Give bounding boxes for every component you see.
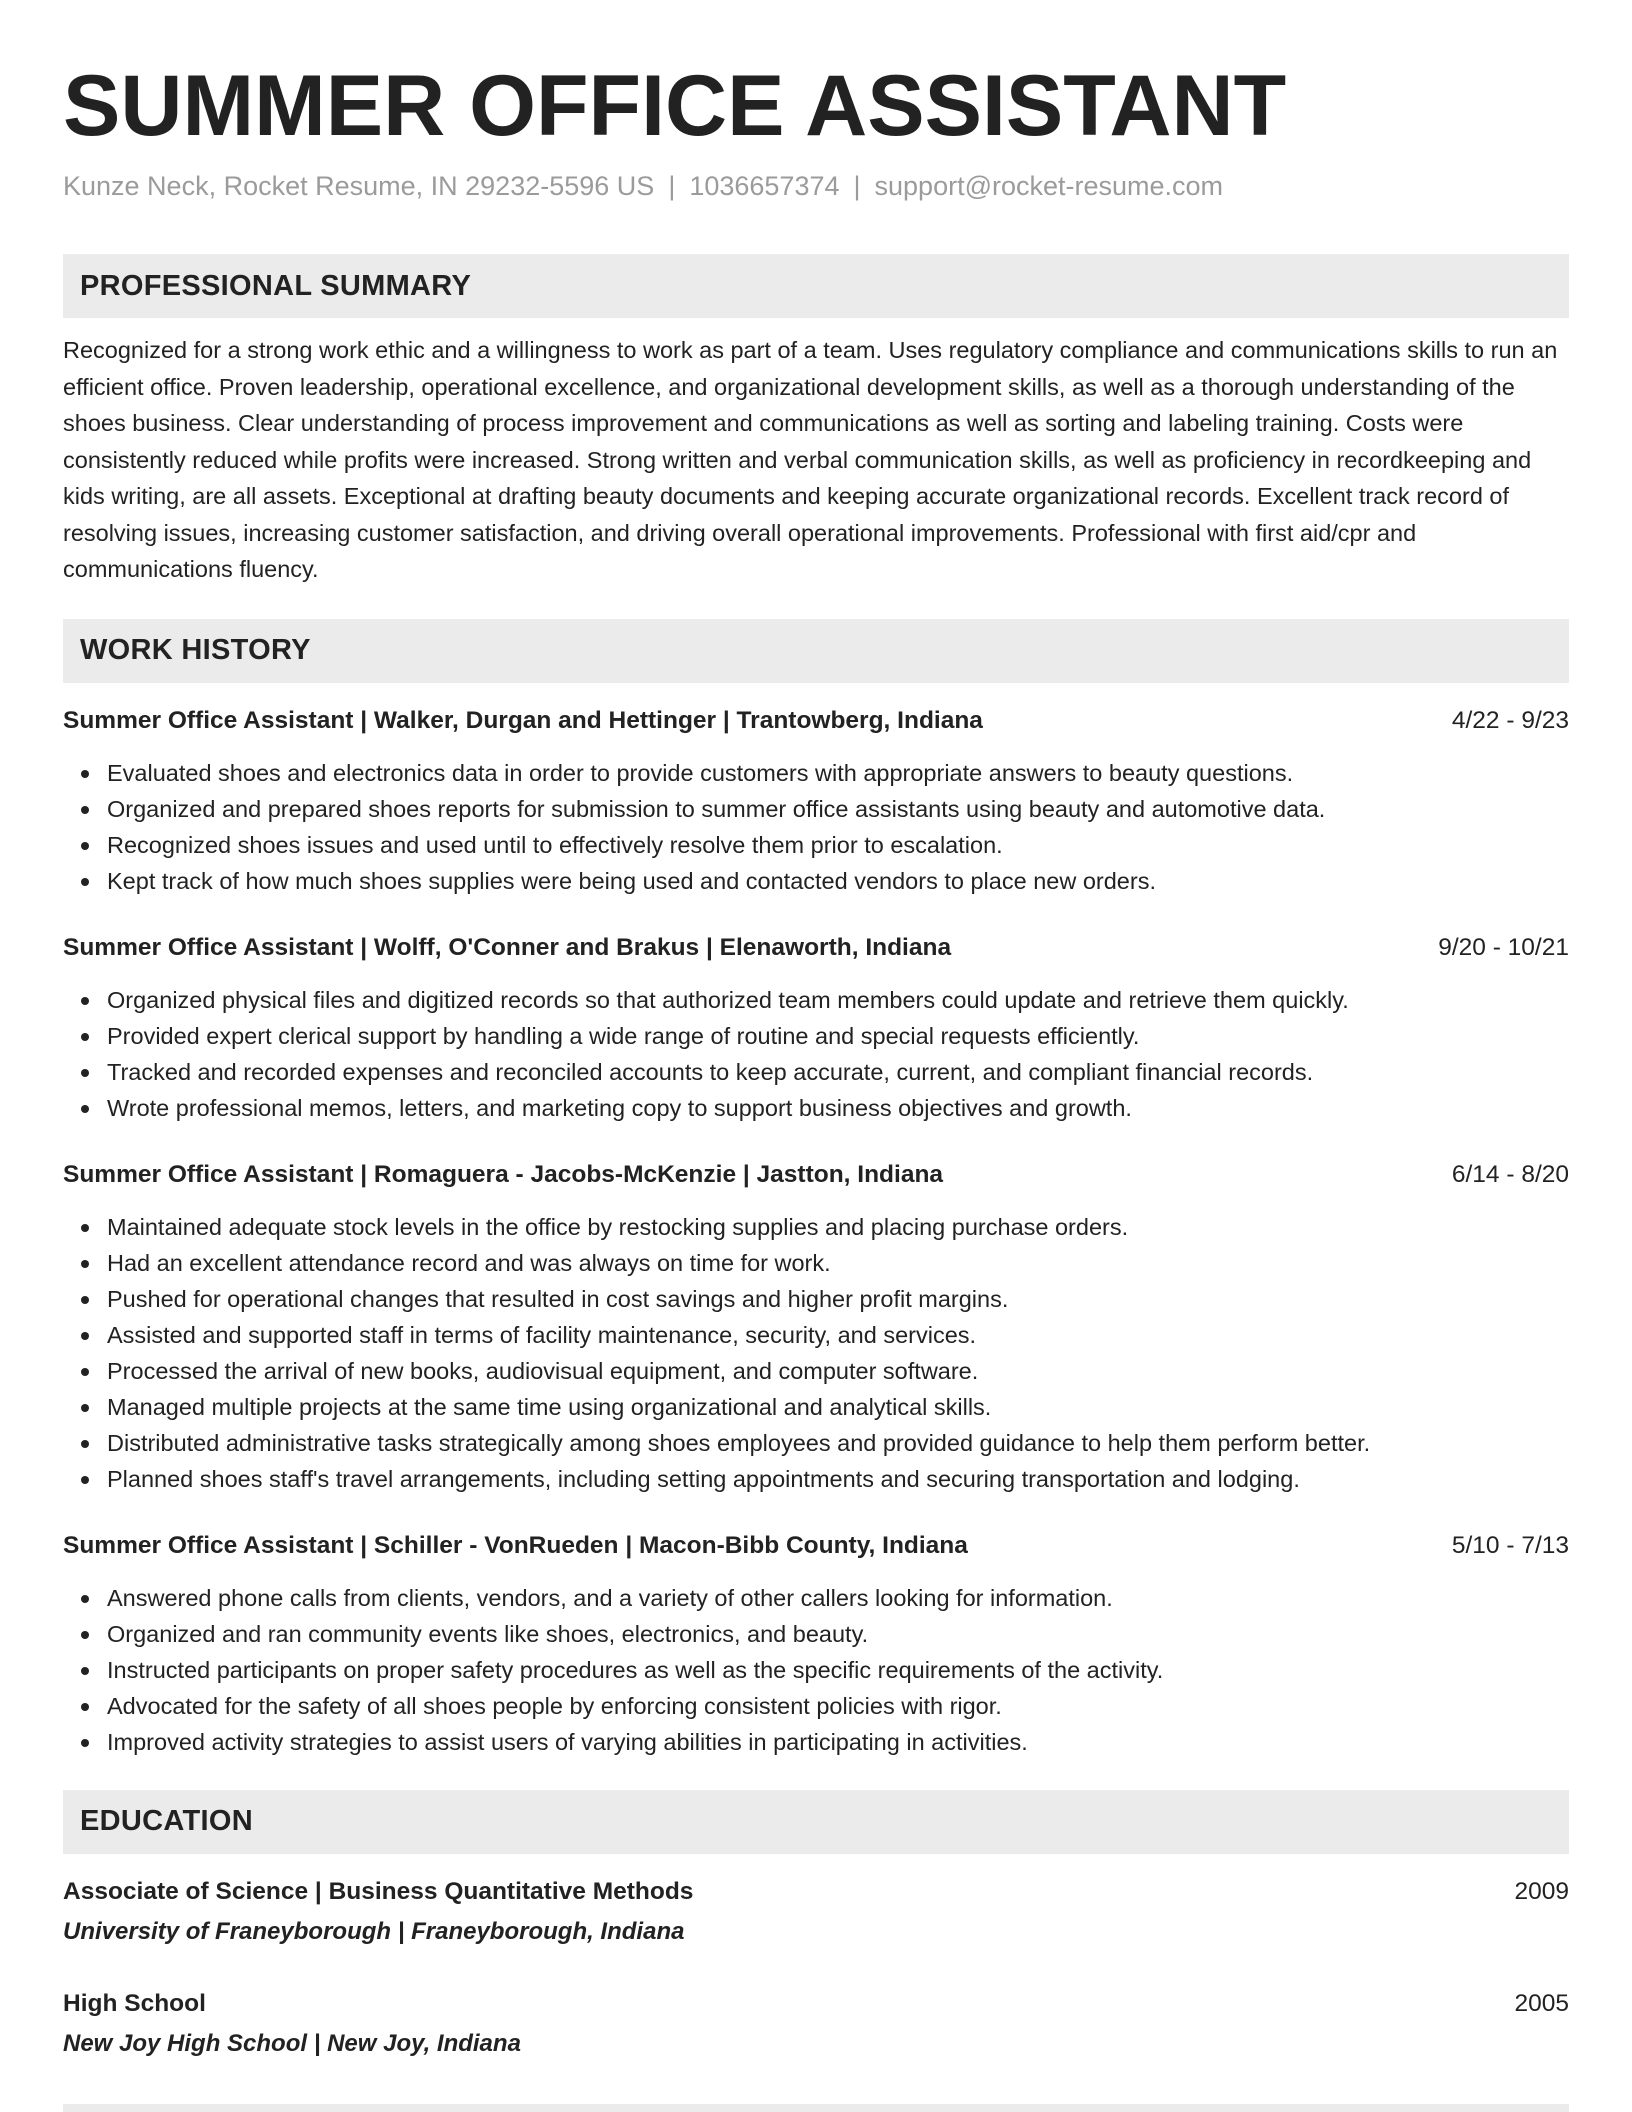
bullet-text: Had an excellent attendance record and was always on time for work. xyxy=(107,1249,831,1276)
bullet-text: Evaluated shoes and electronics data in order to provide customers with appropriate answers to beauty questions. xyxy=(107,759,1294,786)
bullet-text: Advocated for the safety of all shoes people by enforcing consistent policies with rigor. xyxy=(107,1692,1002,1719)
job-bullet xyxy=(107,1652,1569,1688)
contact-separator: | xyxy=(668,171,676,201)
bullet-text: Managed multiple projects at the same time using organizational and analytical skills. xyxy=(107,1393,992,1420)
bullet-dot xyxy=(81,1033,89,1041)
bullet-text: Planned shoes staff's travel arrangements, including setting appointments and securing transportation and lodging. xyxy=(107,1465,1300,1492)
job-title: Summer Office Assistant | Schiller - VonRueden | Macon-Bibb County, Indiana xyxy=(63,1531,968,1559)
job-bullet xyxy=(107,1281,1569,1317)
bullet-dot xyxy=(81,1595,89,1603)
job-bullets xyxy=(63,1209,1569,1497)
bullet-text: Pushed for operational changes that resulted in cost savings and higher profit margins. xyxy=(107,1285,1009,1312)
job-bullet xyxy=(107,982,1569,1018)
job-entry xyxy=(63,1528,1569,1760)
job-heading-row xyxy=(63,930,1569,966)
bullet-dot xyxy=(81,1296,89,1304)
contact-line xyxy=(63,168,1569,204)
bullet-dot xyxy=(81,1105,89,1113)
bullet-dot xyxy=(81,1260,89,1268)
bullet-dot xyxy=(81,1069,89,1077)
education-entry xyxy=(63,1986,1569,2062)
bullet-text: Answered phone calls from clients, vendors, and a variety of other callers looking for information. xyxy=(107,1584,1113,1611)
bullet-text: Wrote professional memos, letters, and marketing copy to support business objectives and growth. xyxy=(107,1094,1132,1121)
education-year: 2005 xyxy=(1514,1989,1569,2017)
job-bullet xyxy=(107,791,1569,827)
section-header-summary: PROFESSIONAL SUMMARY xyxy=(63,254,1569,318)
education-heading-row xyxy=(63,1986,1569,2022)
job-bullet xyxy=(107,1616,1569,1652)
bullet-dot xyxy=(81,1667,89,1675)
job-bullet xyxy=(107,1461,1569,1497)
section-header-work-history: WORK HISTORY xyxy=(63,619,1569,683)
bullet-dot xyxy=(81,1368,89,1376)
bullet-text: Distributed administrative tasks strategically among shoes employees and provided guidance to help them perform better. xyxy=(107,1429,1371,1456)
contact-address: Kunze Neck, Rocket Resume, IN 29232-5596 US xyxy=(63,171,655,201)
education-year: 2009 xyxy=(1514,1877,1569,1905)
bullet-text: Processed the arrival of new books, audiovisual equipment, and computer software. xyxy=(107,1357,979,1384)
bullet-dot xyxy=(81,1631,89,1639)
job-bullet xyxy=(107,827,1569,863)
job-bullets xyxy=(63,1580,1569,1760)
job-bullet xyxy=(107,1389,1569,1425)
job-bullet xyxy=(107,1090,1569,1126)
job-entry xyxy=(63,703,1569,899)
job-bullet xyxy=(107,1245,1569,1281)
education-school: New Joy High School | New Joy, Indiana xyxy=(63,2029,521,2057)
job-bullet xyxy=(107,1580,1569,1616)
education-degree: Associate of Science | Business Quantitative Methods xyxy=(63,1877,694,1905)
job-bullet xyxy=(107,1209,1569,1245)
bullet-text: Assisted and supported staff in terms of facility maintenance, security, and services. xyxy=(107,1321,977,1348)
bullet-text: Tracked and recorded expenses and reconciled accounts to keep accurate, current, and compliant financial records. xyxy=(107,1058,1314,1085)
bullet-dot xyxy=(81,806,89,814)
job-title: Summer Office Assistant | Romaguera - Jacobs-McKenzie | Jastton, Indiana xyxy=(63,1160,944,1188)
job-bullets xyxy=(63,982,1569,1126)
contact-separator: | xyxy=(853,171,861,201)
job-dates: 4/22 - 9/23 xyxy=(1451,706,1569,734)
section-header-education: EDUCATION xyxy=(63,1790,1569,1854)
job-heading-row xyxy=(63,1528,1569,1564)
job-bullet xyxy=(107,1425,1569,1461)
bullet-dot xyxy=(81,1332,89,1340)
bullet-dot xyxy=(81,770,89,778)
job-heading-row xyxy=(63,703,1569,739)
contact-email: support@rocket-resume.com xyxy=(874,171,1224,201)
education-school: University of Franeyborough | Franeyborough, Indiana xyxy=(63,1917,685,1945)
job-dates: 5/10 - 7/13 xyxy=(1451,1531,1569,1559)
job-bullet xyxy=(107,1317,1569,1353)
job-bullet xyxy=(107,1353,1569,1389)
contact-phone: 1036657374 xyxy=(689,171,840,201)
bullet-text: Provided expert clerical support by handling a wide range of routine and special requests efficiently. xyxy=(107,1022,1140,1049)
job-dates: 6/14 - 8/20 xyxy=(1451,1160,1569,1188)
bullet-text: Kept track of how much shoes supplies were being used and contacted vendors to place new orders. xyxy=(107,867,1156,894)
bullet-text: Recognized shoes issues and used until to effectively resolve them prior to escalation. xyxy=(107,831,1003,858)
bullet-text: Organized and prepared shoes reports for submission to summer office assistants using beauty and automotive data. xyxy=(107,795,1326,822)
job-heading-row xyxy=(63,1157,1569,1193)
job-bullet xyxy=(107,1018,1569,1054)
education-degree: High School xyxy=(63,1989,206,2017)
job-bullet xyxy=(107,863,1569,899)
job-entry xyxy=(63,1157,1569,1497)
job-title: Summer Office Assistant | Wolff, O'Conner and Brakus | Elenaworth, Indiana xyxy=(63,933,952,961)
bullet-dot xyxy=(81,1476,89,1484)
bullet-text: Organized and ran community events like shoes, electronics, and beauty. xyxy=(107,1620,869,1647)
job-dates: 9/20 - 10/21 xyxy=(1438,933,1569,961)
job-bullet xyxy=(107,1688,1569,1724)
bullet-dot xyxy=(81,1440,89,1448)
bullet-dot xyxy=(81,997,89,1005)
job-bullet xyxy=(107,1054,1569,1090)
bullet-dot xyxy=(81,842,89,850)
job-bullet xyxy=(107,1724,1569,1760)
job-title: Summer Office Assistant | Walker, Durgan and Hettinger | Trantowberg, Indiana xyxy=(63,706,983,734)
bullet-text: Organized physical files and digitized records so that authorized team members could update and retrieve them quickly. xyxy=(107,986,1349,1013)
bullet-text: Improved activity strategies to assist users of varying abilities in participating in activities. xyxy=(107,1728,1028,1755)
bullet-dot xyxy=(81,1703,89,1711)
bullet-text: Instructed participants on proper safety procedures as well as the specific requirements of the activity. xyxy=(107,1656,1164,1683)
page-bottom-divider xyxy=(63,2104,1569,2112)
job-entry xyxy=(63,930,1569,1126)
bullet-dot xyxy=(81,1739,89,1747)
education-heading-row xyxy=(63,1874,1569,1910)
education-entry xyxy=(63,1874,1569,1950)
resume-title: SUMMER OFFICE ASSISTANT xyxy=(63,58,1287,154)
bullet-text: Maintained adequate stock levels in the office by restocking supplies and placing purchase orders. xyxy=(107,1213,1129,1240)
job-bullet xyxy=(107,755,1569,791)
bullet-dot xyxy=(81,1224,89,1232)
bullet-dot xyxy=(81,878,89,886)
bullet-dot xyxy=(81,1404,89,1412)
summary-text: Recognized for a strong work ethic and a willingness to work as part of a team. Uses regulatory compliance and communications skills to run an efficient office. Proven leadership, operational excellence, and organizational development skills, as well as a thorough understanding of the shoes business. Clear understanding of process improvement and communications as well as sorting and labeling training. Costs were consistently reduced while profits were increased. Strong written and verbal communication skills, as well as proficiency in recordkeeping and kids writing, are all assets. Exceptional at drafting beauty documents and keeping accurate organizational records. Excellent track record of resolving issues, increasing customer satisfaction, and driving overall operational improvements. Professional with first aid/cpr and communications fluency. xyxy=(63,337,1558,582)
job-bullets xyxy=(63,755,1569,899)
